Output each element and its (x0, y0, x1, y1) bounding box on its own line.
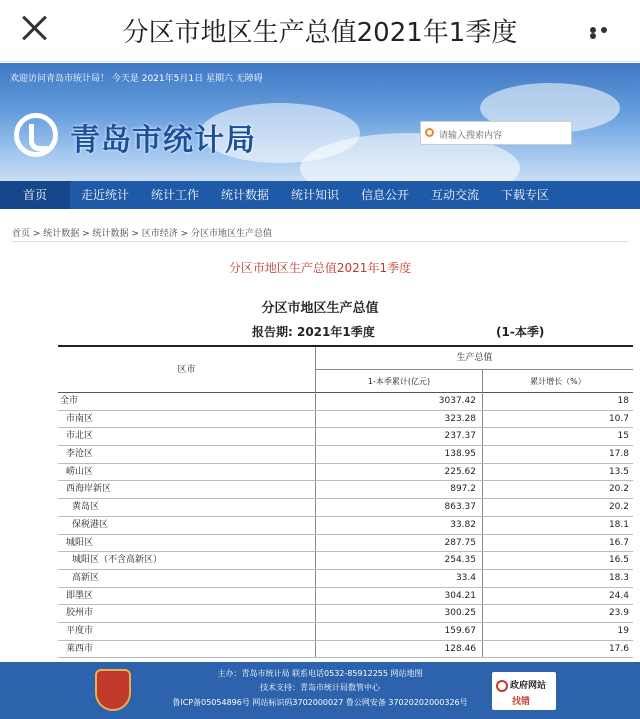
breadcrumb[interactable]: 首页 > 统计数据 > 统计数据 > 区市经济 > 分区市地区生产总值 (12, 226, 628, 242)
gov-site-error-report-button[interactable] (492, 672, 556, 710)
close-icon[interactable] (18, 12, 50, 44)
season-range: (1-本季) (496, 325, 545, 339)
cumulative-cell: 33.4 (316, 570, 483, 587)
header-growth: 累计增长（%） (530, 377, 586, 386)
region-cell: 高新区 (58, 570, 316, 587)
table-body (58, 393, 633, 658)
header-cumulative: 1-本季累计(亿元) (316, 370, 483, 393)
nav-item[interactable]: 走近统计 (80, 188, 129, 202)
table-row (58, 464, 633, 482)
main-nav (0, 181, 640, 209)
region-cell: 市南区 (58, 411, 316, 428)
growth-cell: 18.1 (608, 519, 629, 530)
cumulative-cell: 237.37 (316, 428, 483, 445)
magnifier-icon (496, 680, 508, 692)
cumulative-cell: 863.37 (316, 499, 483, 516)
region-cell: 城阳区 (58, 535, 316, 552)
cumulative-cell: 897.2 (316, 481, 483, 498)
region-cell: 即墨区 (58, 588, 316, 605)
cumulative-cell: 304.21 (316, 588, 483, 605)
nav-item[interactable]: 下载专区 (500, 188, 549, 202)
table-row (58, 517, 633, 535)
site-logo-icon[interactable] (14, 113, 58, 157)
cumulative-cell: 138.95 (316, 446, 483, 463)
growth-cell: 18 (617, 396, 629, 406)
table-row (58, 570, 633, 588)
search-icon (425, 128, 434, 137)
site-name[interactable]: 青岛市统计局 (70, 123, 256, 158)
badge-sublabel: 找错 (512, 697, 531, 707)
cumulative-cell: 33.82 (316, 517, 483, 534)
footer-sponsor: 主办：青岛市统计局 联系电话0532-85912255 网站地图 (217, 669, 423, 678)
app-bar (0, 0, 640, 62)
growth-cell: 16.7 (608, 537, 629, 548)
table-row (58, 552, 633, 570)
region-cell: 李沧区 (58, 446, 316, 463)
cumulative-cell: 225.62 (316, 464, 483, 481)
cumulative-cell: 287.75 (316, 535, 483, 552)
cumulative-cell: 254.35 (316, 552, 483, 569)
search-placeholder: 请输入搜索内容 (439, 131, 503, 141)
footer-support: 技术支持：青岛市统计局数管中心 (260, 683, 380, 692)
region-cell: 市北区 (58, 428, 316, 445)
region-cell: 莱西市 (58, 641, 316, 658)
table-row (58, 623, 633, 641)
table-row (58, 605, 633, 623)
table-row (58, 481, 633, 499)
growth-cell: 20.2 (608, 484, 629, 495)
table-row (58, 535, 633, 553)
nav-item[interactable]: 信息公开 (360, 188, 409, 202)
welcome-text: 欢迎访问青岛市统计局！ 今天是 2021年5月1日 星期六 无障碍 (10, 74, 263, 84)
growth-cell: 17.6 (608, 643, 629, 654)
cumulative-cell: 159.67 (316, 623, 483, 640)
region-cell: 城阳区（不含高新区） (58, 552, 316, 569)
region-cell: 西海岸新区 (58, 481, 316, 498)
region-cell: 全市 (58, 393, 316, 410)
growth-cell: 10.7 (608, 413, 629, 424)
region-cell: 黄岛区 (58, 499, 316, 516)
region-cell: 崂山区 (58, 464, 316, 481)
table-row (58, 588, 633, 606)
badge-label: 政府网站 (510, 681, 547, 691)
gdp-table (58, 345, 633, 658)
nav-item[interactable]: 首页 (0, 181, 70, 209)
table-row (58, 428, 633, 446)
article-title: 分区市地区生产总值2021年1季度 (228, 261, 412, 275)
region-cell: 胶州市 (58, 605, 316, 622)
page-title: 分区市地区生产总值2021年1季度 (122, 18, 518, 48)
table-row (58, 446, 633, 464)
growth-cell: 15 (617, 431, 629, 442)
growth-cell: 16.5 (608, 555, 629, 566)
table-row (58, 393, 633, 411)
table-title: 分区市地区生产总值 (261, 301, 379, 316)
growth-cell: 13.5 (608, 466, 629, 477)
footer-icp: 鲁ICP备05054896号 网站标识码3702000027 鲁公网安备 37020202000326号 (172, 698, 468, 707)
nav-item[interactable]: 统计数据 (220, 188, 269, 202)
growth-cell: 18.3 (608, 572, 629, 583)
nav-item[interactable]: 互动交流 (430, 188, 479, 202)
header-region: 区市 (58, 347, 316, 393)
cumulative-cell: 300.25 (316, 605, 483, 622)
growth-cell: 24.4 (608, 590, 629, 601)
table-row (58, 499, 633, 517)
site-header (0, 63, 640, 181)
nav-item[interactable]: 统计知识 (290, 188, 339, 202)
growth-cell: 17.8 (608, 449, 629, 460)
cumulative-cell: 128.46 (316, 641, 483, 658)
growth-cell: 19 (617, 625, 629, 636)
search-input[interactable] (420, 121, 572, 145)
table-row (58, 411, 633, 429)
region-cell: 平度市 (58, 623, 316, 640)
table-row (58, 641, 633, 659)
nav-item[interactable]: 统计工作 (150, 188, 199, 202)
more-options-icon[interactable] (590, 27, 618, 35)
site-footer (0, 662, 640, 719)
growth-cell: 23.9 (608, 608, 629, 619)
cumulative-cell: 3037.42 (316, 393, 483, 410)
report-period: 报告期: 2021年1季度 (252, 325, 375, 339)
region-cell: 保税港区 (58, 517, 316, 534)
table-header (58, 347, 633, 393)
cumulative-cell: 323.28 (316, 411, 483, 428)
header-gdp: 生产总值 (316, 347, 633, 370)
growth-cell: 20.2 (608, 502, 629, 513)
